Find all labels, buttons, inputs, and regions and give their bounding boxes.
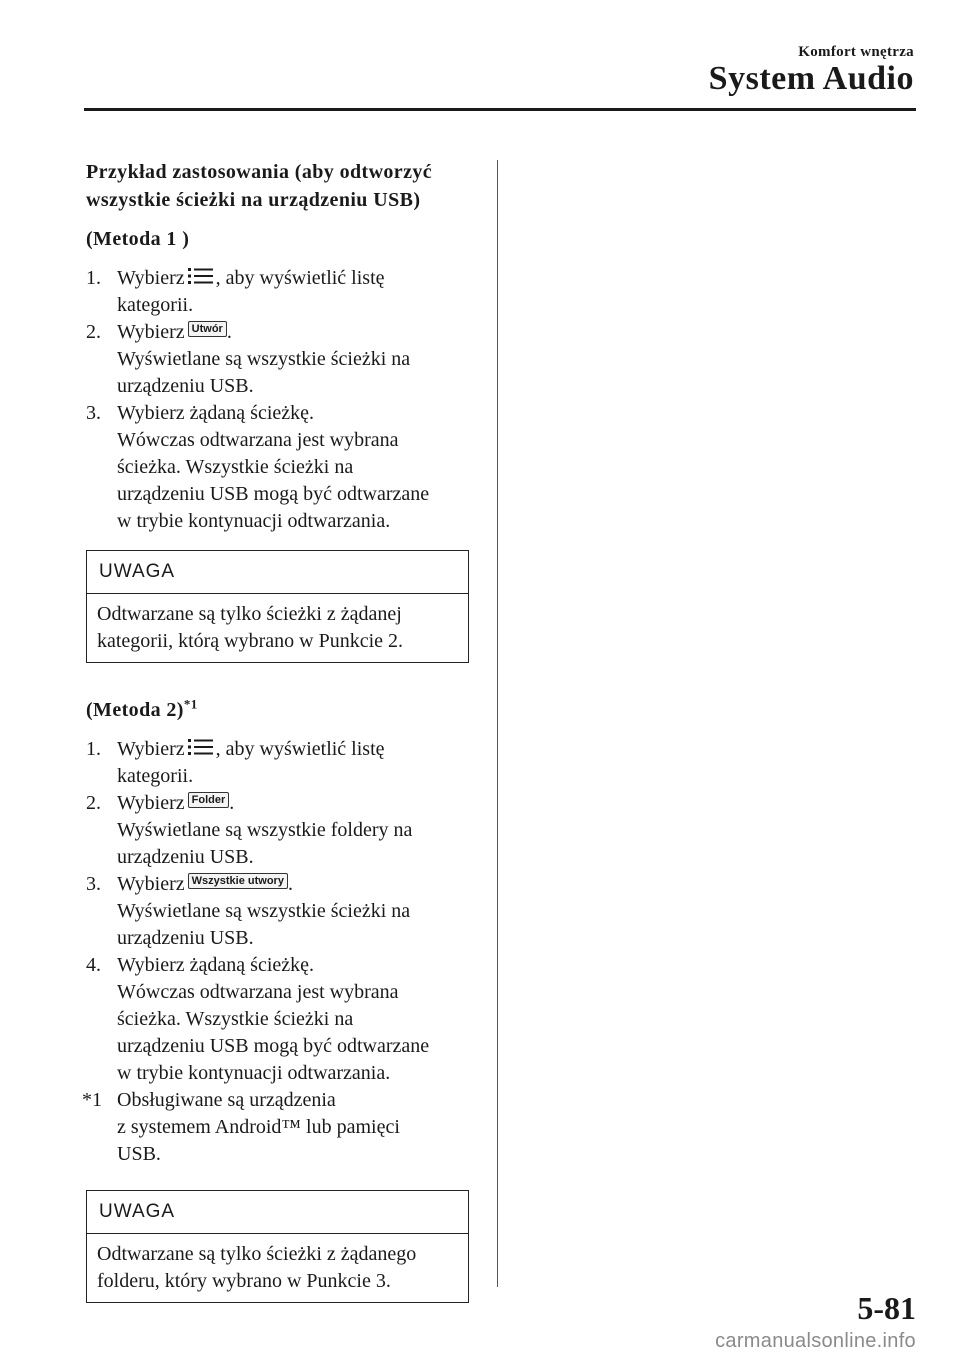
step-item: 4. Wybierz żądaną ścieżkę. Wówczas odtwarzana jest wybrana ścieżka. Wszystkie ścieżki na urządzeniu USB mogą być odtwarzane w trybie kontynuacji odtwarzania. <box>86 954 430 1084</box>
footnote-mark: *1 <box>183 696 198 712</box>
list-icon <box>187 737 215 757</box>
left-column <box>82 158 471 1303</box>
step-item: 2. Wybierz Utwór . Wyświetlane są wszystkie ścieżki na urządzeniu USB. <box>86 321 411 397</box>
note-box <box>86 550 469 663</box>
step-item: 1. Wybierz , aby wyświetlić listę kategorii. <box>86 267 385 316</box>
header-rule <box>84 108 916 111</box>
note-body: Odtwarzane są tylko ścieżki z żądanego folderu, który wybrano w Punkcie 3. <box>97 1243 417 1292</box>
page-number: 5-81 <box>857 1290 916 1326</box>
method1-title: (Metoda 1 ) <box>86 228 190 250</box>
list-icon <box>187 266 215 286</box>
all-tracks-button: Wszystkie utwory <box>188 873 288 889</box>
column-divider <box>497 160 498 1287</box>
watermark: carmanualsonline.info <box>715 1330 916 1352</box>
note-body: Odtwarzane są tylko ścieżki z żądanej kategorii, którą wybrano w Punkcie 2. <box>97 603 404 652</box>
note-title: UWAGA <box>87 551 468 594</box>
note-box <box>86 1190 469 1303</box>
step-item: 3. Wybierz żądaną ścieżkę. Wówczas odtwarzana jest wybrana ścieżka. Wszystkie ścieżki na urządzeniu USB mogą być odtwarzane w trybie kontynuacji odtwarzania. <box>86 402 430 532</box>
step-item: 1. Wybierz , aby wyświetlić listę kategorii. <box>86 738 385 787</box>
example-heading: Przykład zastosowania (aby odtworzyć wszystkie ścieżki na urządzeniu USB) <box>86 161 433 211</box>
footnote: *1 Obsługiwane są urządzenia z systemem Android™ lub pamięci USB. <box>82 1089 400 1165</box>
method1-steps <box>86 265 471 535</box>
section-label: Komfort wnętrza <box>798 44 914 60</box>
folder-button: Folder <box>188 792 230 808</box>
utwor-button: Utwór <box>188 321 227 337</box>
note-title: UWAGA <box>87 1191 468 1234</box>
method2-title: (Metoda 2)$^{*1}$ <box>86 696 198 721</box>
step-item: 3. Wybierz Wszystkie utwory . Wyświetlane są wszystkie ścieżki na urządzeniu USB. <box>86 873 411 949</box>
method2-steps <box>82 736 471 1168</box>
page-title: System Audio <box>708 60 914 97</box>
step-item: 2. Wybierz Folder . Wyświetlane są wszystkie foldery na urządzeniu USB. <box>86 792 413 868</box>
